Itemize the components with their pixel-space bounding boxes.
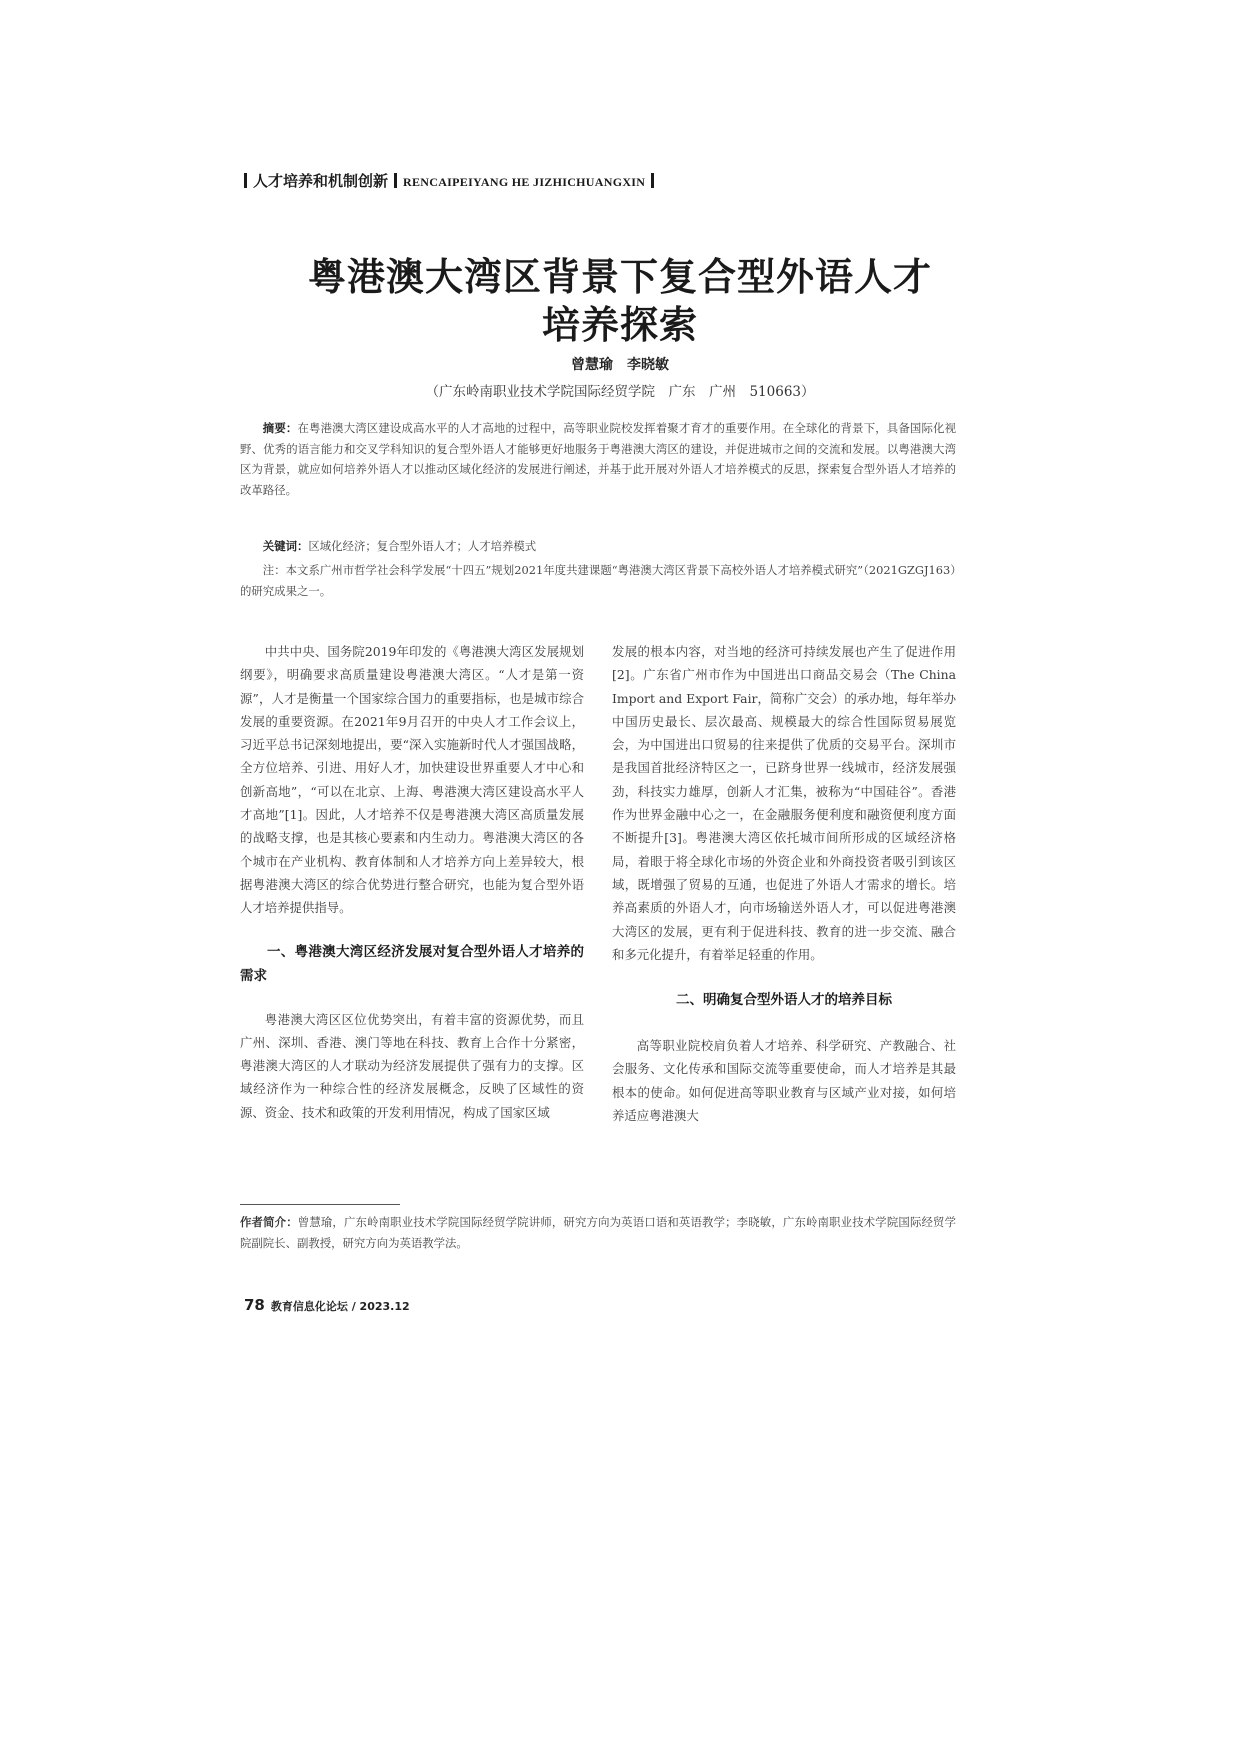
bio-label: 作者简介： — [240, 1215, 298, 1229]
abstract-text: 在粤港澳大湾区建设成高水平的人才高地的过程中，高等职业院校发挥着聚才育才的重要作用。在全球化的背景下，具备国际化视野、优秀的语言能力和交叉学科知识的复合型外语人才能够更好地服务于粤港澳大湾区的建设，并促进城市之间的交流和发展。以粤港澳大湾区为背景，就应如何培养外语人才以推动区域化经济的发展进行阐述，并基于此开展对外语人才培养模式的反思，探索复合型外语人才培养的改革路径。 — [240, 421, 956, 497]
footnote-divider — [240, 1204, 400, 1205]
bio-text: 曾慧瑜，广东岭南职业技术学院国际经贸学院讲师，研究方向为英语口语和英语教学；李晓敏，广东岭南职业技术学院国际经贸学院副院长、副教授，研究方向为英语教学法。 — [240, 1215, 956, 1250]
page-footer — [244, 1296, 410, 1314]
section-title-cn: 人才培养和机制创新 — [253, 172, 389, 190]
header-bar-mid — [394, 173, 397, 188]
keywords-text: 区域化经济；复合型外语人才；人才培养模式 — [308, 539, 537, 553]
abstract — [240, 418, 956, 500]
section-heading-1: 一、粤港澳大湾区经济发展对复合型外语人才培养的需求 — [240, 943, 584, 984]
author-affiliation: （广东岭南职业技术学院国际经贸学院 广东 广州 510663） — [425, 384, 815, 400]
page-number: 78 — [244, 1296, 265, 1314]
section-title-en: RENCAIPEIYANG HE JIZHICHUANGXIN — [403, 175, 646, 189]
section-header — [238, 170, 660, 191]
funding-note: 注：本文系广州市哲学社会科学发展“十四五”规划2021年度共建课题“粤港澳大湾区背景下高校外语人才培养模式研究”（2021GZGJ163）的研究成果之一。 — [240, 563, 956, 598]
keywords — [240, 536, 956, 557]
body-column-left — [240, 640, 584, 1124]
header-bar-left — [244, 173, 247, 188]
abstract-label: 摘要： — [262, 421, 298, 435]
author-names: 曾慧瑜 李晓敏 — [571, 357, 669, 373]
author-bio — [240, 1212, 956, 1254]
keywords-label: 关键词： — [262, 539, 309, 553]
article-title-line2: 培养探索 — [541, 303, 698, 347]
body-paragraph: 高等职业院校肩负着人才培养、科学研究、产教融合、社会服务、文化传承和国际交流等重要使命，而人才培养是其最根本的使命。如何促进高等职业教育与区域产业对接，如何培养适应粤港澳大 — [612, 1038, 956, 1124]
journal-name: 教育信息化论坛 / 2023.12 — [270, 1300, 410, 1313]
section-heading-2: 二、明确复合型外语人才的培养目标 — [676, 992, 892, 1009]
body-paragraph: 粤港澳大湾区区位优势突出，有着丰富的资源优势，而且广州、深圳、香港、澳门等地在科技、教育上合作十分紧密，粤港澳大湾区的人才联动为经济发展提供了强有力的支撑。区域经济作为一种综合性的经济发展概念，反映了区域性的资源、资金、技术和政策的开发利用情况，构成了国家区域 — [240, 1011, 584, 1120]
body-paragraph: 发展的根本内容，对当地的经济可持续发展也产生了促进作用[2]。广东省广州市作为中国进出口商品交易会（The China Import and Export Fair，简称广交会）的承办地，每年举办中国历史最长、层次最高、规模最大的综合性国际贸易展览会，为中国进出口贸易的往来提供了优质的交易平台。深圳市是我国首批经济特区之一，已跻身世界一线城市，经济发展强劲，科技实力雄厚，创新人才汇集，被称为“中国硅谷”。香港作为世界金融中心之一，在金融服务便利度和融资便利度方面不断提升[3]。粤港澳大湾区依托城市间所形成的区域经济格局，着眼于将全球化市场的外资企业和外商投资者吸引到该区域，既增强了贸易的互通，也促进了外语人才需求的增长。培养高素质的外语人才，向市场输送外语人才，可以促进粤港澳大湾区的发展，更有利于促进科技、教育的进一步交流、融合和多元化提升，有着举足轻重的作用。 — [612, 644, 956, 962]
article-title-line1: 粤港澳大湾区背景下复合型外语人才 — [307, 255, 932, 299]
body-column-right — [612, 640, 956, 1127]
body-paragraph: 中共中央、国务院2019年印发的《粤港澳大湾区发展规划纲要》，明确要求高质量建设粤港澳大湾区。“人才是第一资源”，人才是衡量一个国家综合国力的重要指标，也是城市综合发展的重要资源。在2021年9月召开的中央人才工作会议上，习近平总书记深刻地提出，要“深入实施新时代人才强国战略，全方位培养、引进、用好人才，加快建设世界重要人才中心和创新高地”，“可以在北京、上海、粤港澳大湾区建设高水平人才高地”[1]。因此，人才培养不仅是粤港澳大湾区高质量发展的战略支撑，也是其核心要素和内生动力。粤港澳大湾区的各个城市在产业机构、教育体制和人才培养方向上差异较大，根据粤港澳大湾区的综合优势进行整合研究，也能为复合型外语人才培养提供指导。 — [240, 644, 584, 916]
header-bar-right — [651, 173, 654, 188]
